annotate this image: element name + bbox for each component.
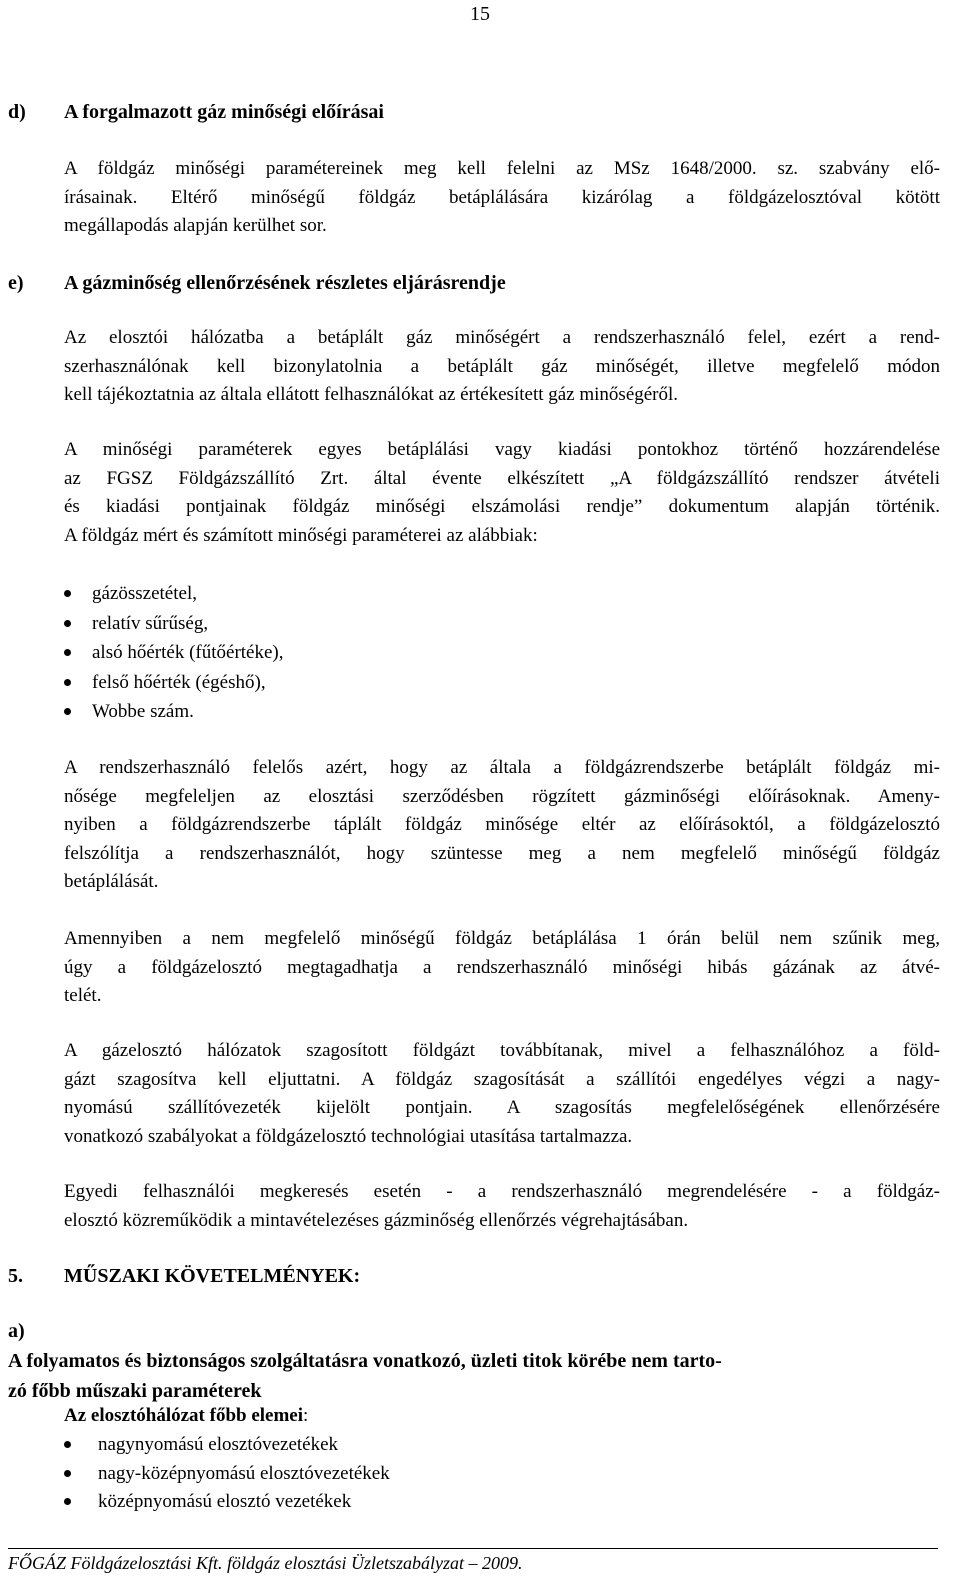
bullet-icon: [64, 708, 71, 715]
paragraph-line: telét.: [64, 985, 102, 1006]
paragraph-line: Amennyiben a nem megfelelő minőségű földgáz betáplálása 1 órán belül nem szűnik meg,: [64, 928, 940, 949]
section-e-heading: [8, 270, 938, 296]
page-number: 15: [470, 3, 490, 25]
list-item: nagy-középnyomású elosztóvezetékek: [64, 1460, 924, 1489]
section-a-title: A folyamatos és biztonságos szolgáltatásra vonatkozó, üzleti titok körébe nem tarto- zó főbb műszaki paraméterek: [8, 1350, 722, 1402]
footer-divider: [8, 1548, 938, 1549]
bullet-icon: [64, 590, 71, 597]
bullet-icon: [64, 679, 71, 686]
bullet-icon: [64, 649, 71, 656]
paragraph-line: betáplálását.: [64, 871, 159, 892]
section-d-heading: [8, 99, 938, 125]
bullet-icon: [64, 1441, 71, 1448]
paragraph-line: az FGSZ Földgázszállító Zrt. által évente elkészített „A földgázszállító rendszer átvételi: [64, 467, 940, 489]
paragraph-line: A földgáz minőségi paramétereinek meg kell felelni az MSz 1648/2000. sz. szabvány elő-: [64, 158, 940, 179]
paragraph-line: vonatkozó szabályokat a földgázelosztó technológiai utasítása tartalmazza.: [64, 1125, 633, 1147]
network-elements-list: [64, 1431, 924, 1517]
paragraph-line: nyiben a földgázrendszerbe táplált földgáz minősége eltér az előírásoktól, a földgázelosztó: [64, 814, 940, 835]
page-footer: FŐGÁZ Földgázelosztási Kft. földgáz elosztási Üzletszabályzat – 2009.: [8, 1553, 523, 1573]
paragraph-line: elosztó közreműködik a mintavételezéses gázminőség ellenőrzés végrehajtásában.: [64, 1209, 689, 1231]
network-elements-subheading: Az elosztóhálózat főbb elemei:: [64, 1405, 309, 1426]
section-e-paragraph-6: [64, 1178, 940, 1235]
list-item: gázösszetétel,: [64, 579, 924, 609]
section-e-paragraph-3: [64, 754, 940, 897]
section-d-marker: d): [8, 101, 26, 123]
paragraph-line: A minőségi paraméterek egyes betáplálási vagy kiadási pontokhoz történő hozzárendelése: [64, 439, 940, 460]
list-item: nagynyomású elosztóvezetékek: [64, 1431, 924, 1460]
section-e-paragraph-5: [64, 1037, 940, 1151]
list-item: középnyomású elosztó vezetékek: [64, 1488, 924, 1517]
paragraph-line: gázt szagosítva kell eljuttatni. A földgáz szagosítását a szállítói engedélyes végzi a nagy-: [64, 1068, 940, 1090]
section-d-title: A forgalmazott gáz minőségi előírásai: [64, 101, 384, 123]
section-e-paragraph-4: [64, 925, 940, 1011]
paragraph-line: és kiadási pontjainak földgáz minőségi elszámolási rendje” dokumentum alapján történik.: [64, 496, 940, 517]
section-d-paragraph: [64, 155, 940, 241]
paragraph-line: felszólítja a rendszerhasználót, hogy szüntesse meg a nem megfelelő minőségű földgáz: [64, 842, 940, 864]
section-e-paragraph-2: [64, 436, 940, 550]
paragraph-line: Egyedi felhasználói megkeresés esetén - a rendszerhasználó megrendelésére - a földgáz-: [64, 1181, 940, 1202]
section-a-marker: a): [8, 1320, 25, 1342]
paragraph-line: nyomású szállítóvezeték kijelölt pontjain. A szagosítás megfelelőségének ellenőrzésére: [64, 1097, 940, 1118]
paragraph-line: kell tájékoztatnia az általa ellátott felhasználókat az értékesített gáz minőségéről.: [64, 384, 679, 405]
paragraph-line: szerhasználónak kell bizonylatolnia a betáplált gáz minőségét, illetve megfelelő módon: [64, 355, 940, 377]
bullet-icon: [64, 1498, 71, 1505]
section-5-heading: [8, 1263, 938, 1289]
paragraph-line: Az elosztói hálózatba a betáplált gáz minőségért a rendszerhasználó felel, ezért a rend-: [64, 327, 940, 348]
list-item: Wobbe szám.: [64, 697, 924, 727]
section-5-marker: 5.: [8, 1265, 23, 1287]
section-e-title: A gázminőség ellenőrzésének részletes eljárásrendje: [64, 272, 506, 294]
paragraph-line: A földgáz mért és számított minőségi paraméterei az alábbiak:: [64, 524, 538, 546]
section-a-heading: [8, 1316, 938, 1406]
paragraph-line: úgy a földgázelosztó megtagadhatja a rendszerhasználó minőségi hibás gázának az átvé-: [64, 956, 940, 978]
paragraph-line: írásainak. Eltérő minőségű földgáz betáplálására kizárólag a földgázelosztóval kötött: [64, 186, 940, 208]
list-item: felső hőérték (égéshő),: [64, 668, 924, 698]
gas-parameters-list: [64, 579, 924, 727]
section-e-paragraph-1: [64, 324, 940, 410]
list-item: alsó hőérték (fűtőértéke),: [64, 638, 924, 668]
paragraph-line: A rendszerhasználó felelős azért, hogy az általa a földgázrendszerbe betáplált földgáz mi-: [64, 757, 940, 778]
section-5-title: MŰSZAKI KÖVETELMÉNYEK:: [64, 1265, 361, 1287]
section-e-marker: e): [8, 272, 24, 294]
bullet-icon: [64, 620, 71, 627]
paragraph-line: nősége megfeleljen az elosztási szerződésben rögzített gázminőségi előírásoknak. Ameny-: [64, 785, 940, 807]
paragraph-line: megállapodás alapján kerülhet sor.: [64, 215, 327, 236]
bullet-icon: [64, 1470, 71, 1477]
paragraph-line: A gázelosztó hálózatok szagosított földgázt továbbítanak, mivel a felhasználóhoz a föld-: [64, 1040, 940, 1061]
list-item: relatív sűrűség,: [64, 609, 924, 639]
